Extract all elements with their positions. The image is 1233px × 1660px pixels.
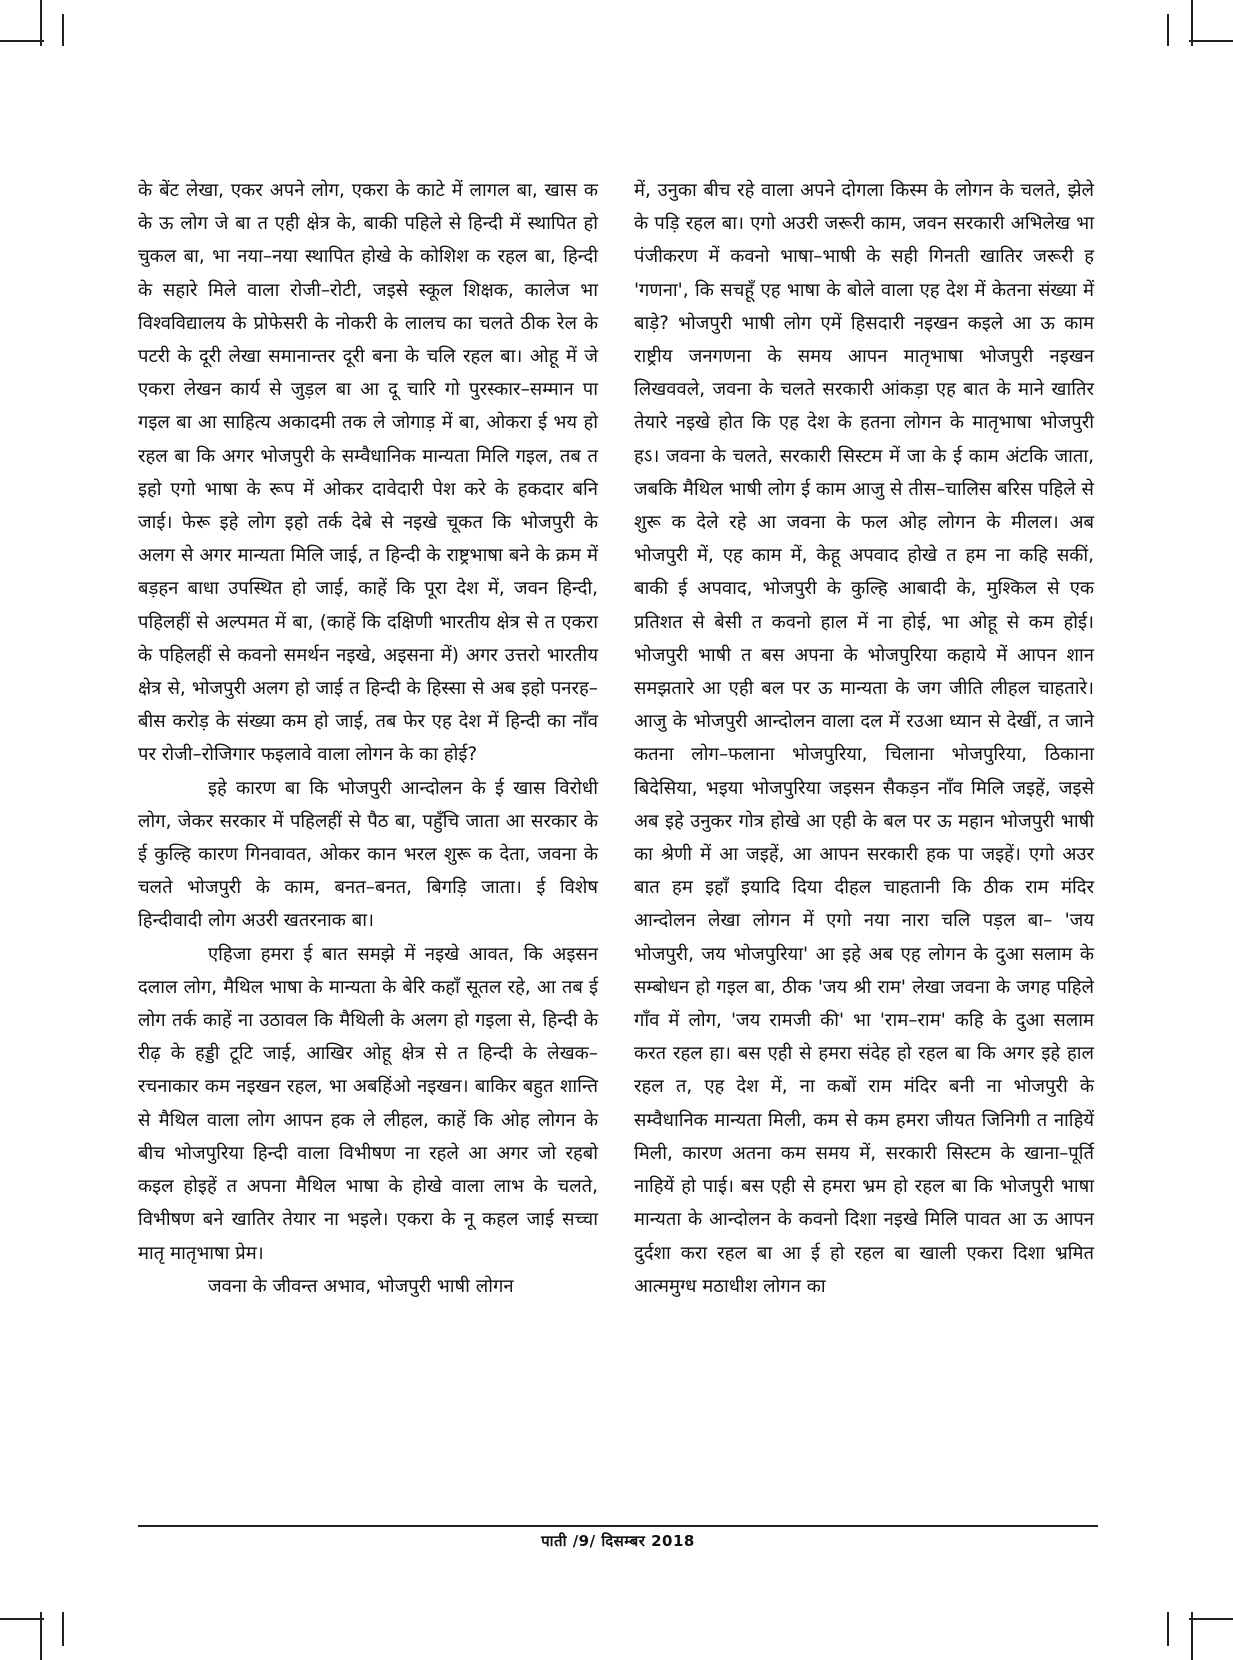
crop-mark-top-left-vertical-1 (40, 0, 42, 46)
right-paragraph-1: में, उनुका बीच रहे वाला अपने दोगला किस्म के लोगन के चलते, झेले के पड़ि रहल बा। एगो अउरी जरूरी काम, जवन सरकारी अभिलेख भा पंजीकरण में कवनो भाषा–भाषी के सही गिनती खातिर जरूरी ह 'गणना', कि सचहूँ एह भाषा के बोले वाला एह देश में केतना संख्या में बाड़े? भोजपुरी भाषी लोग एमें हिसदारी नइखन कइले आ ऊ काम राष्ट्रीय जनगणना के समय आपन मातृभाषा भोजपुरी नइखन लिखववले, जवना के चलते सरकारी आंकड़ा एह बात के माने खातिर तेयारे नइखे होत कि एह देश के हतना लोगन के मातृभाषा भोजपुरी हऽ। जवना के चलते, सरकारी सिस्टम में जा के ई काम अंटकि जाता, जबकि मैथिल भाषी लोग ई काम आजु से तीस–चालिस बरिस पहिले से शुरू क देले रहे आ जवना के फल ओह लोगन के मीलल। अब भोजपुरी में, एह काम में, केहू अपवाद होखे त हम ना कहि सकीं, बाकी ई अपवाद, भोजपुरी के कुल्हि आबादी के, मुश्किल से एक प्रतिशत से बेसी त कवनो हाल में ना होई, भा ओहू से कम होई। भोजपुरी भाषी त बस अपना के भोजपुरिया कहाये में आपन शान समझतारे आ एही बल पर ऊ मान्यता के जग जीति लीहल चाहतारे। आजु के भोजपुरी आन्दोलन वाला दल में रउआ ध्यान से देखीं, त जाने कतना लोग–फलाना भोजपुरिया, चिलाना भोजपुरिया, ठिकाना बिदेसिया, भइया भोजपुरिया जइसन सैकड़न नाँव मिलि जइहें, जइसे अब इहे उनुकर गोत्र होखे आ एही के बल पर ऊ महान भोजपुरी भाषी का श्रेणी में आ जइहें, आ आपन सरकारी हक पा जइहें। एगो अउर बात हम इहाँ इयादि दिया दीहल चाहतानी कि ठीक राम मंदिर आन्दोलन लेखा लोगन में एगो नया नारा चलि पड़ल बा– 'जय भोजपुरी, जय भोजपुरिया' आ इहे अब एह लोगन के दुआ सलाम के सम्बोधन हो गइल बा, ठीक 'जय श्री राम' लेखा जवना के जगह पहिले गाँव में लोग, 'जय रामजी की' भा 'राम–राम' कहि के दुआ सलाम करत रहल हा। बस एही से हमरा संदेह हो रहल बा कि अगर इहे हाल रहल त, एह देश में, ना कबों राम मंदिर बनी ना भोजपुरी के सम्वैधानिक मान्यता मिली, कम से कम हमरा जीयत जिनिगी त नाहियें मिली, कारण अतना कम समय में, सरकारी सिस्टम के खाना–पूर्ति नाहियें हो पाई। बस एही से हमरा भ्रम हो रहल बा कि भोजपुरी भाषा मान्यता के आन्दोलन के कवनो दिशा नइखे मिलि पावत आ ऊ आपन दुर्दशा करा रहल बा आ ई हो रहल बा खाली एकरा दिशा भ्रमित आत्ममुग्ध मठाधीश लोगन का (634, 180, 1094, 1297)
left-paragraph-2: इहे कारण बा कि भोजपुरी आन्दोलन के ई खास विरोधी लोग, जेकर सरकार में पहिलहीं से पैठ बा, पहुँचि जाता आ सरकार के ई कुल्हि कारण गिनवावत, ओकर कान भरल शुरू क देता, जवना के चलते भोजपुरी के काम, बनत–बनत, बिगड़ि जाता। ई विशेष हिन्दीवादी लोग अउरी खतरनाक बा। (138, 777, 598, 932)
left-text-column (138, 174, 598, 1303)
crop-mark-bottom-right-horizontal (1189, 1618, 1233, 1620)
crop-mark-bottom-left-vertical-2 (62, 1612, 64, 1646)
crop-mark-bottom-left-horizontal (0, 1618, 44, 1620)
footer-rule (138, 1525, 1098, 1527)
crop-mark-bottom-right-vertical-1 (1191, 1612, 1193, 1660)
crop-mark-bottom-right-vertical-2 (1167, 1612, 1169, 1646)
crop-mark-top-right-horizontal (1189, 40, 1233, 42)
right-text-column (634, 174, 1094, 1303)
left-paragraph-3: एहिजा हमरा ई बात समझे में नइखे आवत, कि अइसन दलाल लोग, मैथिल भाषा के मान्यता के बेरि कहाँ सूतल रहे, आ तब ई लोग तर्क काहें ना उठावल कि मैथिली के अलग हो गइला से, हिन्दी के रीढ़ के हड्डी टूटि जाई, आखिर ओहू क्षेत्र से त हिन्दी के लेखक–रचनाकार कम नइखन रहल, भा अबहिंओ नइखन। बाकिर बहुत शान्ति से मैथिल वाला लोग आपन हक ले लीहल, काहें कि ओह लोगन के बीच भोजपुरिया हिन्दी वाला विभीषण ना रहले आ अगर जो रहबो कइल होइहें त अपना मैथिल भाषा के होखे वाला लाभ के चलते, विभीषण बने खातिर तेयार ना भइले। एकरा के नू कहल जाई सच्चा मातृ मातृभाषा प्रेम। (138, 943, 598, 1264)
crop-mark-bottom-left-vertical-1 (40, 1612, 42, 1660)
page-footer: पाती /9/ दिसम्बर 2018 (541, 1532, 695, 1550)
left-paragraph-4: जवना के जीवन्त अभाव, भोजपुरी भाषी लोगन (208, 1275, 514, 1297)
crop-mark-top-left-vertical-2 (62, 14, 64, 46)
crop-mark-top-right-vertical-2 (1167, 14, 1169, 46)
left-paragraph-1: के बेंट लेखा, एकर अपने लोग, एकरा के काटे में लागल बा, खास क के ऊ लोग जे बा त एही क्षेत्र के, बाकी पहिले से हिन्दी में स्थापित हो चुकल बा, भा नया–नया स्थापित होखे के कोशिश क रहल बा, हिन्दी के सहारे मिले वाला रोजी–रोटी, जइसे स्कूल शिक्षक, कालेज भा विश्वविद्यालय के प्रोफेसरी के नोकरी के लालच का चलते ठीक रेल के पटरी के दूरी लेखा समानान्तर दूरी बना के चलि रहल बा। ओहू में जे एकरा लेखन कार्य से जुड़ल बा आ दू चारि गो पुरस्कार–सम्मान पा गइल बा आ साहित्य अकादमी तक ले जोगाड़ में बा, ओकरा ई भय हो रहल बा कि अगर भोजपुरी के सम्वैधानिक मान्यता मिलि गइल, तब त इहो एगो भाषा के रूप में ओकर दावेदारी पेश करे के हकदार बनि जाई। फेरू इहे लोग इहो तर्क देबे से नइखे चूकत कि भोजपुरी के अलग से अगर मान्यता मिलि जाई, त हिन्दी के राष्ट्रभाषा बने के क्रम में बड़हन बाधा उपस्थित हो जाई, काहें कि पूरा देश में, जवन हिन्दी, पहिलहीं से अल्पमत में बा, (काहें कि दक्षिणी भारतीय क्षेत्र से त एकरा के पहिलहीं से कवनो समर्थन नइखे, अइसना में) अगर उत्तरो भारतीय क्षेत्र से, भोजपुरी अलग हो जाई त हिन्दी के हिस्सा से अब इहो पनरह–बीस करोड़ के संख्या कम हो जाई, तब फेर एह देश में हिन्दी का नाँव पर रोजी–रोजिगार फइलावे वाला लोगन के का होई? (138, 180, 598, 766)
crop-mark-top-right-vertical-1 (1191, 0, 1193, 46)
crop-mark-top-left-horizontal (0, 40, 44, 42)
